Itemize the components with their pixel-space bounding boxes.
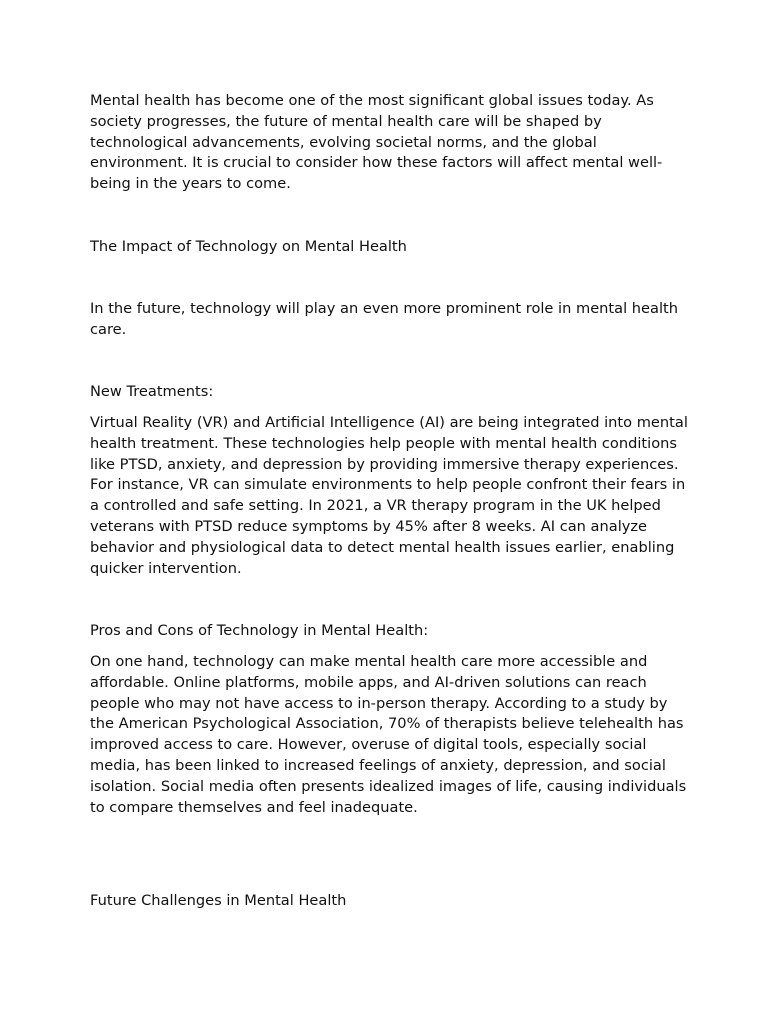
pros-cons-paragraph: On one hand, technology can make mental health care more accessible and affordable. Online platforms, mobile apps, and AI-driven solutions can reach people who may not have access to in-person therapy. According to a study by the American Psychological Association, 70% of therapists believe telehealth has improved access to care. However, overuse of digital tools, especially social media, has been linked to increased feelings of anxiety, depression, and social isolation. Social media often presents idealized images of life, causing individuals to compare themselves and feel inadequate. [90, 653, 687, 816]
subheading-new-treatments: New Treatments: [90, 383, 214, 400]
section-heading-challenges: Future Challenges in Mental Health [90, 892, 347, 909]
section-intro-paragraph: In the future, technology will play an even more prominent role in mental health care. [90, 300, 678, 338]
new-treatments-paragraph: Virtual Reality (VR) and Artificial Intelligence (AI) are being integrated into mental health treatment. These technologies help people with mental health conditions like PTSD, anxiety, and depression by providing immersive therapy experiences. For instance, VR can simulate environments to help people confront their fears in a controlled and safe setting. In 2021, a VR therapy program in the UK helped veterans with PTSD reduce symptoms by 45% after 8 weeks. AI can analyze behavior and physiological data to detect mental health issues earlier, enabling quicker intervention. [90, 414, 688, 577]
subheading-pros-cons: Pros and Cons of Technology in Mental Health: [90, 622, 429, 639]
intro-paragraph: Mental health has become one of the most significant global issues today. As society progresses, the future of mental health care will be shaped by technological advancements, evolving societal norms, and the global environment. It is crucial to consider how these factors will affect mental well-being in the years to come. [90, 92, 663, 193]
section-heading-technology: The Impact of Technology on Mental Health [90, 238, 407, 255]
